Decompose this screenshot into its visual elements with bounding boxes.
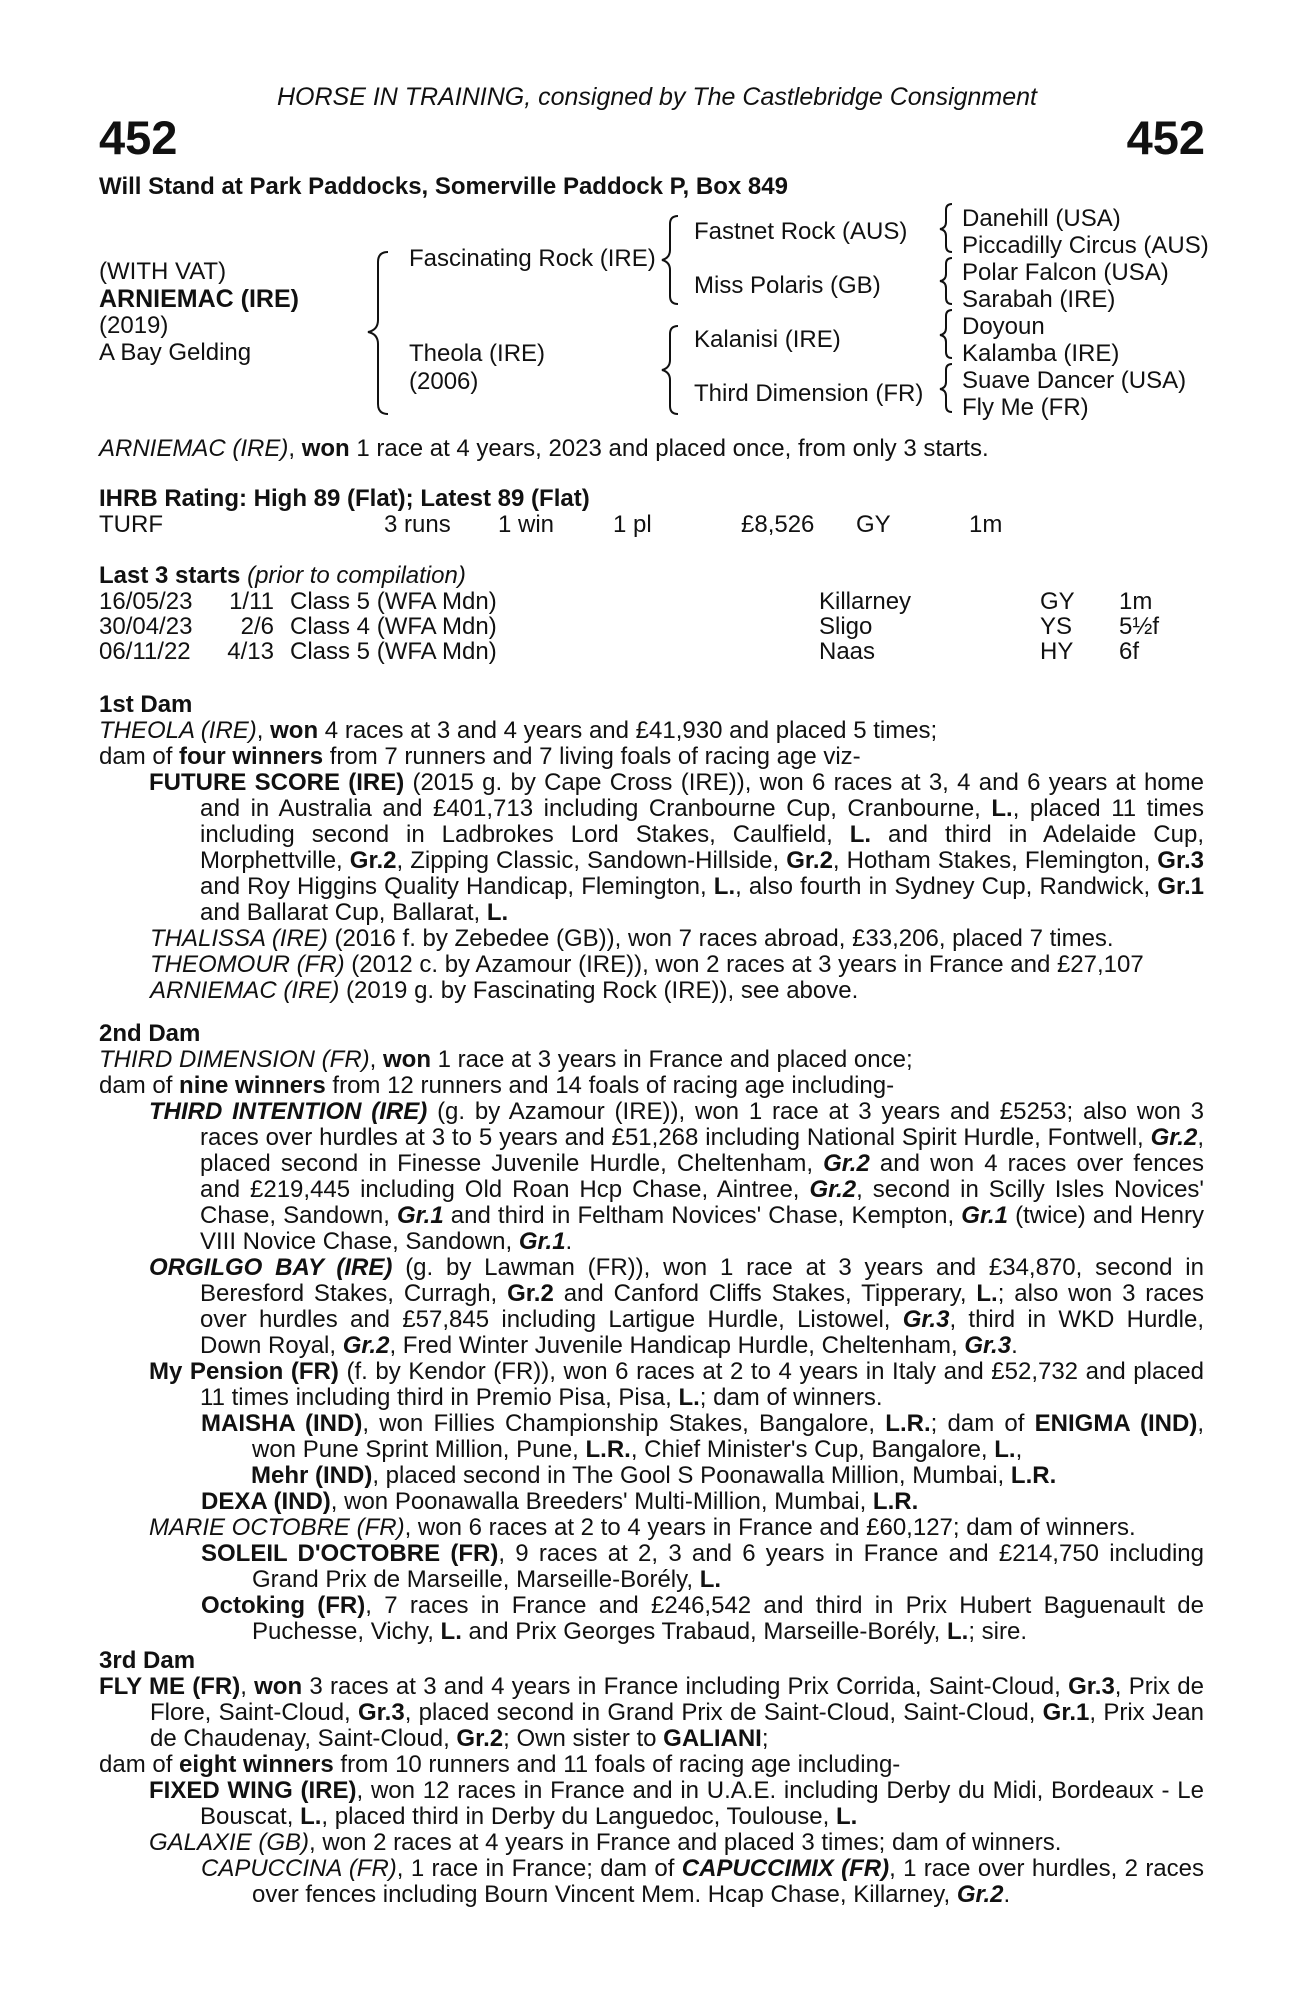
- grade-label: Gr.2: [456, 1725, 504, 1752]
- grade-label: Gr.2: [1150, 1124, 1198, 1151]
- second-dam-damof: dam of: [99, 1072, 180, 1099]
- progeny-text: and third in Feltham Novices' Chase, Kempton,: [443, 1202, 962, 1229]
- progeny-name: ARNIEMAC (IRE): [150, 977, 340, 1004]
- grade-label: L.: [678, 1384, 700, 1411]
- rating-distance: 1m: [969, 511, 1003, 538]
- pedigree-sire-dam: Miss Polaris (GB): [694, 272, 881, 299]
- progeny-text: , won Pune Sprint Million, Pune,: [252, 1410, 1204, 1463]
- second-dam-won: won: [383, 1046, 431, 1073]
- summary-name: ARNIEMAC (IRE): [99, 435, 289, 462]
- grade-label: Gr.2: [342, 1332, 390, 1359]
- progeny-text: ; sire.: [968, 1618, 1027, 1645]
- progeny-text: , won Poonawalla Breeders' Multi-Million, Mumbai,: [330, 1488, 873, 1515]
- grade-label: L.R.: [1010, 1462, 1057, 1489]
- third-dam-line1: [99, 1674, 1204, 1752]
- pedigree-g3: Polar Falcon (USA): [962, 259, 1169, 286]
- progeny-text: , second in Scilly Isles Novices' Chase, Sandown,: [200, 1176, 1204, 1229]
- horse-name: ARNIEMAC (IRE): [99, 285, 299, 313]
- brace-g56: [940, 310, 952, 358]
- progeny-name: THALISSA (IRE): [150, 925, 328, 952]
- grade-label: Gr.2: [349, 847, 397, 874]
- progeny-text: , Zipping Classic, Sandown-Hillside,: [396, 847, 787, 874]
- grade-label: L.: [699, 1566, 722, 1593]
- start-course: Killarney: [819, 588, 912, 615]
- second-dam-line2: [99, 1073, 1204, 1099]
- start-going: HY: [1040, 638, 1074, 665]
- third-dam-damof: dam of: [99, 1751, 180, 1778]
- progeny-maisha: [99, 1411, 1204, 1463]
- grade-label: Gr.3: [902, 1306, 950, 1333]
- grade-label: L.: [300, 1803, 322, 1830]
- progeny-text: , 7 races in France and £246,542 and third in Prix Hubert Baguenault de Puchesse, Vichy,: [252, 1592, 1204, 1645]
- progeny-orgilgo-bay: [99, 1255, 1204, 1359]
- progeny-name: GALAXIE (GB): [149, 1829, 310, 1856]
- progeny-galaxie: [99, 1830, 1204, 1856]
- start-position: 2/6: [240, 613, 274, 640]
- vat-label: (WITH VAT): [99, 258, 227, 285]
- third-dam-line2: [99, 1752, 1204, 1778]
- start-distance: 5½f: [1119, 613, 1160, 640]
- third-dam-won: won: [254, 1673, 303, 1700]
- grade-label: L.: [946, 1618, 969, 1645]
- brace-sire: [662, 216, 678, 304]
- first-dam-name: THEOLA (IRE): [99, 717, 257, 744]
- progeny-text: and Roy Higgins Quality Handicap, Flemington,: [200, 873, 714, 900]
- horse-year: (2019): [99, 312, 169, 339]
- grade-label: Gr.2: [956, 1881, 1004, 1908]
- pedigree-g4: Sarabah (IRE): [962, 286, 1116, 313]
- progeny-text: ; also won 3 races over hurdles and £57,845 including Lartigue Hurdle, Listowel,: [200, 1280, 1204, 1333]
- progeny-arniemac: [99, 978, 1204, 1004]
- pedigree-dam-sire: Kalanisi (IRE): [694, 326, 841, 353]
- grade-label: L.R.: [585, 1436, 631, 1463]
- stand-location: Will Stand at Park Paddocks, Somerville Paddock P, Box 849: [99, 173, 788, 200]
- summary-won: won: [301, 435, 350, 462]
- progeny-text: and Canford Cliffs Stakes, Tipperary,: [553, 1280, 977, 1307]
- progeny-text: .: [565, 1228, 573, 1255]
- progeny-text: , won 2 races at 4 years in France and placed 3 times; dam of winners.: [309, 1829, 1062, 1856]
- progeny-text: ; dam of: [930, 1410, 1035, 1437]
- rating-runs: 3 runs: [384, 511, 451, 538]
- progeny-name: ORGILGO BAY (IRE): [149, 1254, 393, 1281]
- progeny-text: and Prix Georges Trabaud, Marseille-Borély,: [461, 1618, 947, 1645]
- progeny-text: , 9 races at 2, 3 and 6 years in France and £214,750 including Grand Prix de Marseille, Marseille-Borély,: [252, 1540, 1204, 1593]
- progeny-future-score: [99, 770, 1204, 926]
- first-dam-foals: from 7 runners and 7 living foals of racing age viz-: [323, 743, 861, 770]
- third-dam-text: , Prix de Flore, Saint-Cloud,: [150, 1673, 1205, 1726]
- grade-label: L.R.: [872, 1488, 919, 1515]
- start-race: Class 5 (WFA Mdn): [290, 588, 497, 615]
- pedigree-dam: Theola (IRE): [409, 340, 546, 367]
- brace-main: [368, 252, 388, 414]
- grade-label: Gr.3: [1068, 1673, 1115, 1700]
- progeny-text: ,: [1015, 1436, 1023, 1463]
- grade-label: L.: [486, 899, 509, 926]
- progeny-text: (f. by Kendor (FR)), won 6 races at 2 to 4 years in Italy and £52,732 and placed 11 times including third in Premio Pisa, Pisa,: [200, 1358, 1204, 1411]
- progeny-text: , placed second in Finesse Juvenile Hurdle, Cheltenham,: [200, 1124, 1204, 1177]
- grade-label: Gr.2: [823, 1150, 870, 1177]
- progeny-text: , won Fillies Championship Stakes, Bangalore,: [362, 1410, 886, 1437]
- third-dam-name: FLY ME (FR): [99, 1673, 241, 1700]
- progeny-text: ; dam of winners.: [699, 1384, 883, 1411]
- start-course: Sligo: [819, 613, 873, 640]
- pedigree-g1: Danehill (USA): [962, 205, 1121, 232]
- rating-earnings: £8,526: [741, 511, 815, 538]
- third-dam-text: ;: [761, 1725, 769, 1752]
- grade-label: Gr.3: [964, 1332, 1012, 1359]
- progeny-text: (twice) and Henry VIII Novice Chase, Sandown,: [200, 1202, 1204, 1255]
- start-going: YS: [1040, 613, 1073, 640]
- progeny-text: , third in WKD Hurdle, Down Royal,: [200, 1306, 1204, 1359]
- first-dam-line2: [99, 744, 1204, 770]
- start-race: Class 5 (WFA Mdn): [290, 638, 497, 665]
- second-dam-record: 1 race at 3 years in France and placed once;: [431, 1046, 913, 1073]
- third-dam-text: 3 races at 3 and 4 years in France including Prix Corrida, Saint-Cloud,: [302, 1673, 1069, 1700]
- third-dam-separator: ,: [240, 1673, 255, 1700]
- rating-going: GY: [856, 511, 891, 538]
- grade-label: L.: [994, 1436, 1016, 1463]
- progeny-name: MARIE OCTOBRE (FR): [149, 1514, 405, 1541]
- progeny-name: FIXED WING (IRE): [149, 1777, 357, 1804]
- last-starts-heading: [99, 563, 466, 589]
- third-dam-text: , placed second in Grand Prix de Saint-Cloud, Saint-Cloud,: [404, 1699, 1043, 1726]
- progeny-name: My Pension (FR): [149, 1358, 339, 1385]
- progeny-my-pension: [99, 1359, 1204, 1411]
- brace-g78: [940, 364, 952, 412]
- progeny-fixed-wing: [99, 1778, 1204, 1830]
- pedigree-dam-dam: Third Dimension (FR): [694, 380, 924, 407]
- progeny-name: CAPUCCIMIX (FR): [681, 1855, 890, 1882]
- progeny-text: , also fourth in Sydney Cup, Randwick,: [735, 873, 1158, 900]
- first-dam-won: won: [270, 717, 319, 744]
- progeny-text: .: [1003, 1881, 1011, 1908]
- pedigree-g7: Suave Dancer (USA): [962, 367, 1187, 394]
- progeny-text: , won 6 races at 2 to 4 years in France and £60,127; dam of winners.: [404, 1514, 1136, 1541]
- first-dam-damof: dam of: [99, 743, 180, 770]
- grade-label: L.: [713, 873, 736, 900]
- progeny-text: , 1 race in France; dam of: [396, 1855, 682, 1882]
- grade-label: Gr.3: [358, 1699, 405, 1726]
- start-date: 06/11/22: [99, 638, 191, 665]
- progeny-mehr: [99, 1463, 1204, 1489]
- progeny-text: and won 4 races over fences and £219,445 including Old Roan Hcp Chase, Aintree,: [200, 1150, 1204, 1203]
- first-dam-line1: THEOLA (IRE), won 4 races at 3 and 4 years and £41,930 and placed 5 times;: [99, 717, 938, 744]
- progeny-name: Octoking (FR): [201, 1592, 366, 1619]
- start-distance: 1m: [1119, 588, 1153, 615]
- start-course: Naas: [819, 638, 876, 665]
- rating-wins: 1 win: [498, 511, 555, 538]
- progeny-theomour: [99, 952, 1204, 978]
- grade-label: Gr.2: [507, 1280, 554, 1307]
- progeny-text: , Chief Minister's Cup, Bangalore,: [630, 1436, 995, 1463]
- start-going: GY: [1040, 588, 1075, 615]
- progeny-name: ENIGMA (IND): [1034, 1410, 1198, 1437]
- grade-label: L.: [835, 1803, 858, 1830]
- pedigree-sire-sire: Fastnet Rock (AUS): [694, 218, 908, 245]
- progeny-name: SOLEIL D'OCTOBRE (FR): [201, 1540, 499, 1567]
- grade-label: Gr.1: [1157, 873, 1205, 900]
- race-summary: ARNIEMAC (IRE), won 1 race at 4 years, 2023 and placed once, from only 3 starts.: [99, 435, 989, 462]
- progeny-text: (g. by Azamour (IRE)), won 1 race at 3 years and £5253; also won 3 races over hurdles at 3 to 5 years and £51,268 including National Spirit Hurdle, Fontwell,: [200, 1098, 1205, 1151]
- progeny-third-intention: [99, 1099, 1204, 1255]
- summary-rest: 1 race at 4 years, 2023 and placed once, from only 3 starts.: [349, 435, 989, 462]
- progeny-text: , placed 11 times including second in Ladbrokes Lord Stakes, Caulfield,: [200, 795, 1204, 848]
- grade-label: L.: [991, 795, 1013, 822]
- third-dam-foals: from 10 runners and 11 foals of racing age including-: [333, 1751, 901, 1778]
- page-header: HORSE IN TRAINING, consigned by The Castlebridge Consignment: [276, 83, 1038, 111]
- progeny-thalissa: [99, 926, 1204, 952]
- start-date: 16/05/23: [99, 588, 193, 615]
- progeny-text: (2016 f. by Zebedee (GB)), won 7 races abroad, £33,206, placed 7 times.: [327, 925, 1114, 952]
- progeny-soleil-doctobre: [99, 1541, 1204, 1593]
- second-dam-line1: THIRD DIMENSION (FR), won 1 race at 3 years in France and placed once;: [99, 1046, 913, 1073]
- progeny-text: , Hotham Stakes, Flemington,: [832, 847, 1158, 874]
- first-dam-record: 4 races at 3 and 4 years and £41,930 and placed 5 times;: [318, 717, 938, 744]
- third-dam-text: , Prix Jean de Chaudenay, Saint-Cloud,: [150, 1699, 1204, 1752]
- third-dam-title: 3rd Dam: [99, 1647, 196, 1674]
- grade-label: Gr.1: [396, 1202, 444, 1229]
- progeny-text: and third in Adelaide Cup, Morphettville,: [200, 821, 1205, 874]
- progeny-text: (2012 c. by Azamour (IRE)), won 2 races at 3 years in France and £27,107: [344, 951, 1144, 978]
- progeny-octoking: [99, 1593, 1204, 1645]
- first-dam-section: [99, 692, 1204, 1004]
- grade-label: Gr.3: [1157, 847, 1204, 874]
- progeny-name: DEXA (IND): [201, 1488, 331, 1515]
- progeny-name: CAPUCCINA (FR): [201, 1855, 397, 1882]
- pedigree-g2: Piccadilly Circus (AUS): [962, 232, 1209, 259]
- progeny-dexa: [99, 1489, 1204, 1515]
- pedigree-dam-year: (2006): [409, 368, 479, 395]
- grade-label: L.R.: [885, 1410, 931, 1437]
- grade-label: L.: [849, 821, 872, 848]
- pedigree-g5: Doyoun: [962, 313, 1045, 340]
- start-race: Class 4 (WFA Mdn): [290, 613, 497, 640]
- grade-label: Gr.2: [786, 847, 833, 874]
- horse-description: A Bay Gelding: [99, 339, 252, 366]
- progeny-text: (2015 g. by Cape Cross (IRE)), won 6 races at 3, 4 and 6 years at home and in Australia and £401,713 including Cranbourne Cup, Cranbourne,: [200, 769, 1205, 822]
- progeny-text: , won 12 races in France and in U.A.E. including Derby du Midi, Bordeaux - Le Bouscat,: [200, 1777, 1205, 1830]
- grade-label: L.: [976, 1280, 998, 1307]
- progeny-text: , 1 race over hurdles, 2 races over fences including Bourn Vincent Mem. Hcap Chase, Killarney,: [252, 1855, 1205, 1908]
- third-dam-sibling: GALIANI: [663, 1725, 762, 1752]
- grade-label: Gr.1: [961, 1202, 1008, 1229]
- start-position: 4/13: [227, 638, 274, 665]
- start-distance: 6f: [1119, 638, 1140, 665]
- progeny-name: FUTURE SCORE (IRE): [149, 769, 405, 796]
- lot-number-left: 452: [99, 111, 178, 164]
- last-starts-note: (prior to compilation): [240, 562, 466, 589]
- progeny-text: (g. by Lawman (FR)), won 1 race at 3 years and £34,870, second in Beresford Stakes, Curragh,: [200, 1254, 1204, 1307]
- pedigree-g6: Kalamba (IRE): [962, 340, 1120, 367]
- progeny-text: , placed third in Derby du Languedoc, Toulouse,: [321, 1803, 836, 1830]
- third-dam-section: [99, 1648, 1204, 1908]
- third-dam-winners: eight winners: [179, 1751, 334, 1778]
- progeny-text: .: [1011, 1332, 1018, 1359]
- grade-label: Gr.1: [518, 1228, 566, 1255]
- last-starts-title: Last 3 starts: [99, 562, 241, 589]
- progeny-name: Mehr (IND): [251, 1462, 373, 1489]
- second-dam-winners: nine winners: [179, 1072, 326, 1099]
- second-dam-foals: from 12 runners and 14 foals of racing age including-: [325, 1072, 895, 1099]
- grade-label: Gr.2: [809, 1176, 857, 1203]
- progeny-name: THEOMOUR (FR): [150, 951, 345, 978]
- progeny-name: MAISHA (IND): [201, 1410, 363, 1437]
- progeny-name: THIRD INTENTION (IRE): [149, 1098, 428, 1125]
- second-dam-section: [99, 1021, 1204, 1645]
- start-position: 1/11: [229, 588, 274, 615]
- pedigree-sire: Fascinating Rock (IRE): [409, 245, 656, 272]
- progeny-text: (2019 g. by Fascinating Rock (IRE)), see above.: [339, 977, 859, 1004]
- rating-placed: 1 pl: [613, 511, 652, 538]
- third-dam-text: ; Own sister to: [503, 1725, 664, 1752]
- rating-surface: TURF: [99, 511, 163, 538]
- second-dam-title: 2nd Dam: [99, 1020, 201, 1047]
- rating-title: IHRB Rating: High 89 (Flat); Latest 89 (Flat): [99, 485, 590, 512]
- progeny-text: , placed second in The Gool S Poonawalla Million, Mumbai,: [372, 1462, 1011, 1489]
- first-dam-winners: four winners: [179, 743, 324, 770]
- brace-g34: [940, 258, 952, 304]
- grade-label: Gr.1: [1042, 1699, 1090, 1726]
- brace-g12: [940, 204, 952, 252]
- first-dam-title: 1st Dam: [99, 691, 193, 718]
- progeny-text: , Fred Winter Juvenile Handicap Hurdle, Cheltenham,: [389, 1332, 965, 1359]
- pedigree-g8: Fly Me (FR): [962, 394, 1089, 421]
- second-dam-name: THIRD DIMENSION (FR): [99, 1046, 370, 1073]
- lot-number-right: 452: [1126, 111, 1205, 164]
- brace-dam: [662, 326, 678, 414]
- progeny-marie-octobre: [99, 1515, 1204, 1541]
- grade-label: L.: [440, 1618, 462, 1645]
- progeny-text: and Ballarat Cup, Ballarat,: [200, 899, 487, 926]
- start-date: 30/04/23: [99, 613, 193, 640]
- progeny-capuccina: [99, 1856, 1204, 1908]
